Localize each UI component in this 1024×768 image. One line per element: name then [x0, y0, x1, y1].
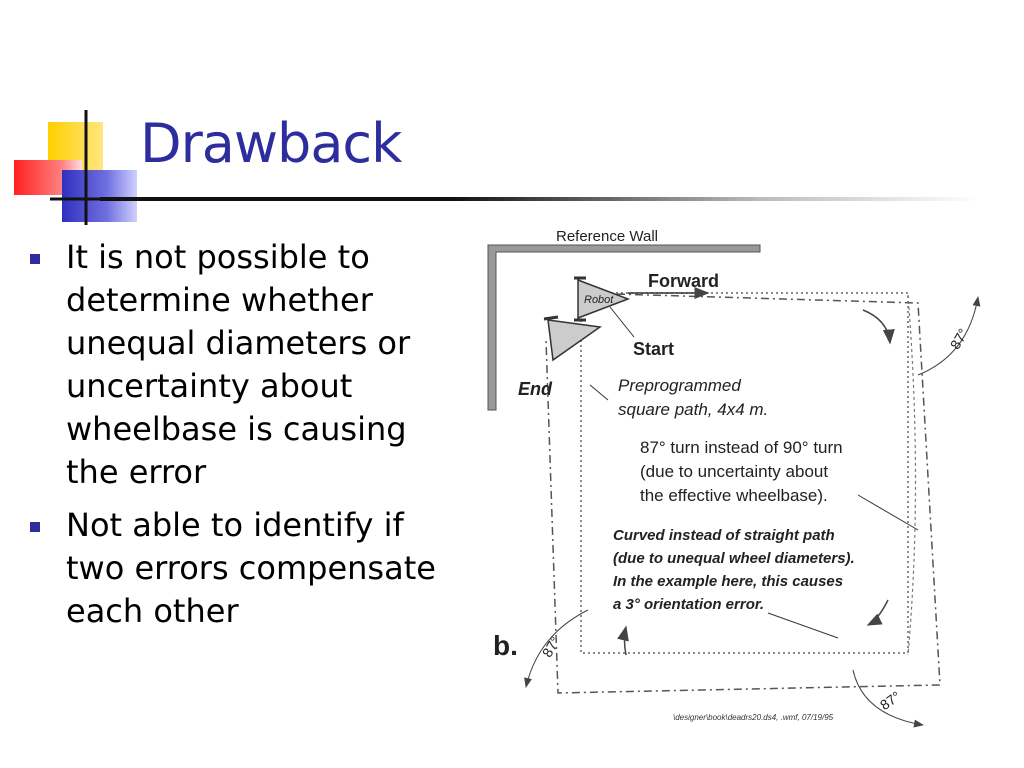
slide-decoration [0, 0, 150, 240]
panel-label: b. [493, 630, 518, 661]
bullet-text: Not able to identify if two errors compensate each other [66, 506, 436, 630]
odometry-error-diagram [478, 215, 988, 740]
end-label: End [518, 379, 552, 399]
file-caption: \designer\book\deadrs20.ds4, .wmf, 07/19/95 [673, 713, 834, 722]
bullet-list [28, 236, 438, 643]
robot-start [574, 278, 628, 320]
robot-end [544, 317, 600, 360]
slide-title: Drawback [140, 112, 402, 175]
angle-label-right: 87° [946, 325, 972, 352]
bullet-item [28, 504, 438, 633]
curved-path [908, 295, 916, 655]
bullet-text: It is not possible to determine whether unequal diameters or uncertainty about wheelbase is causing the error [66, 238, 411, 491]
forward-label: Forward [648, 271, 720, 291]
curved-note: Curved instead of straight path (due to unequal wheel diameters). In the example here, this causes a 3° orientation error. [613, 527, 855, 613]
bullet-marker [30, 522, 40, 532]
deco-blue-square [62, 170, 137, 222]
robot-label: Robot [584, 294, 614, 306]
turn-note: 87° turn instead of 90° turn (due to uncertainty about the effective wheelbase). [640, 438, 843, 505]
bullet-marker [30, 254, 40, 264]
start-label: Start [633, 339, 675, 359]
reference-wall-label: Reference Wall [556, 228, 658, 245]
angle-label-bottom: 87° [876, 687, 904, 714]
angle-label-left: 87° [538, 633, 564, 660]
title-divider [100, 197, 980, 201]
preprogrammed-label: Preprogrammed square path, 4x4 m. [618, 376, 769, 419]
bullet-item [28, 236, 438, 494]
